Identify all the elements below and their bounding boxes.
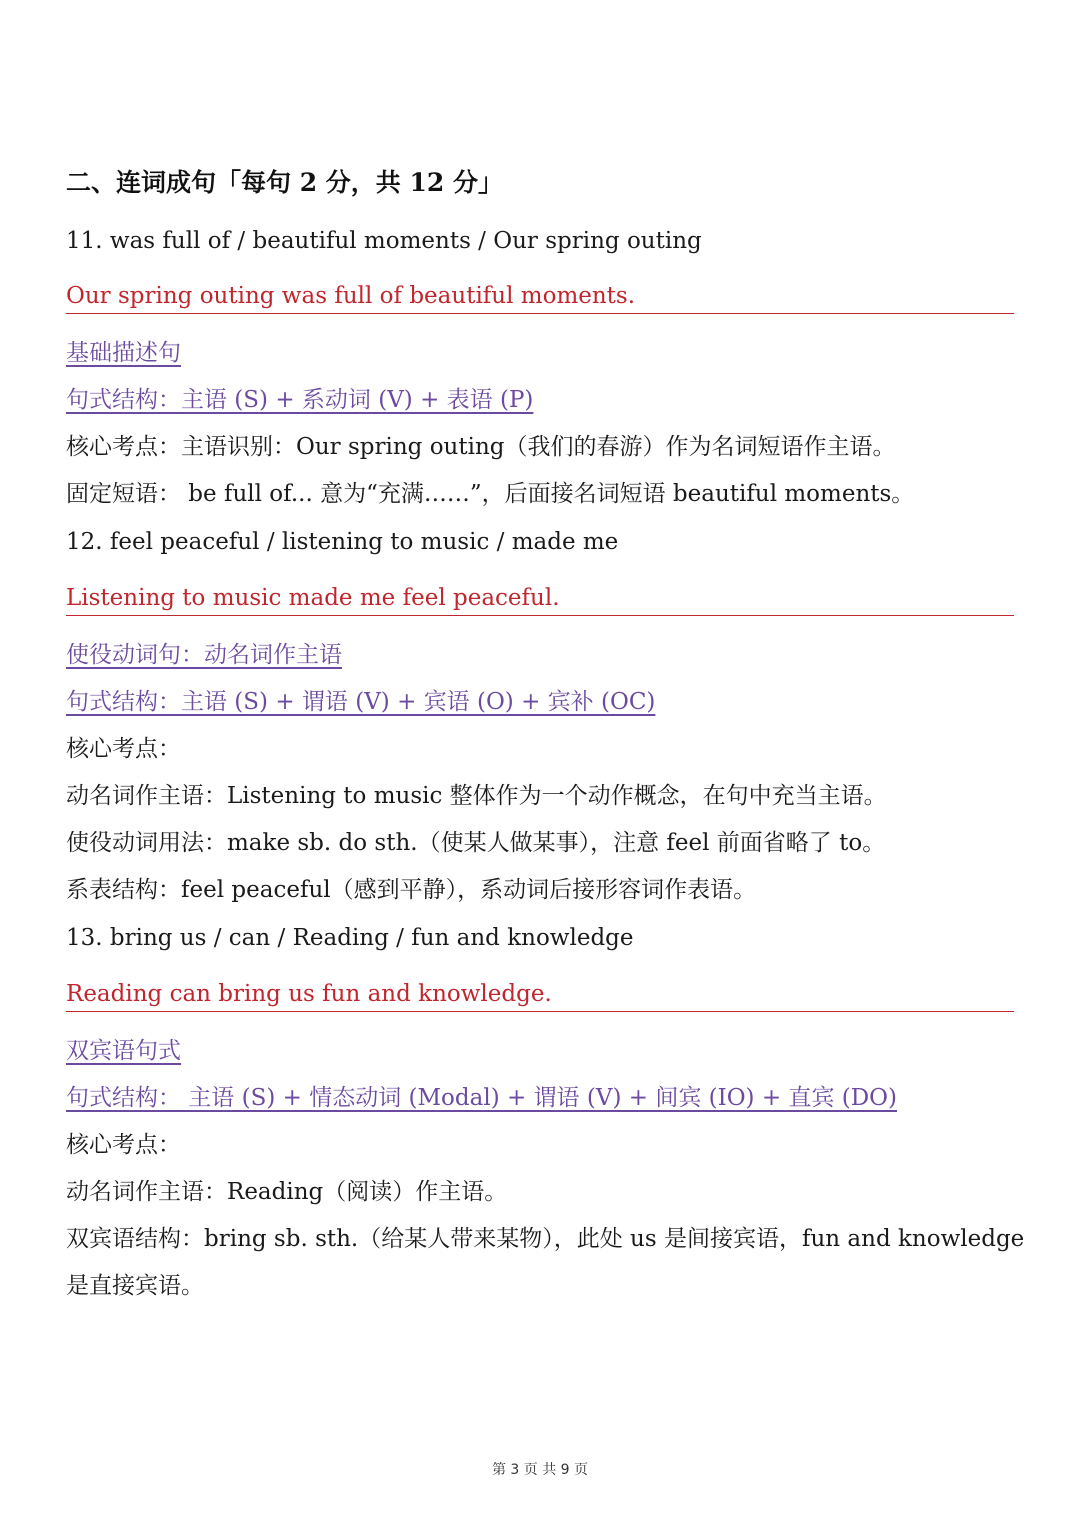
question-12-type: 使役动词句：动名词作主语	[66, 642, 342, 668]
question-12-prompt: 12. feel peaceful / listening to music / made me	[66, 529, 619, 555]
section-title: 二、连词成句「每句 2 分，共 12 分」	[66, 168, 504, 197]
page-number: 第 3 页 共 9 页	[491, 1462, 589, 1478]
question-12-answer: Listening to music made me feel peaceful.	[66, 583, 1014, 616]
question-11-note: 核心考点：主语识别：Our spring outing（我们的春游）作为名词短语作主语。	[66, 434, 896, 460]
question-12-note: 系表结构：feel peaceful（感到平静），系动词后接形容词作表语。	[66, 877, 757, 903]
question-13-structure: 句式结构： 主语 (S) + 情态动词 (Modal) + 谓语 (V) + 间宾 (IO) + 直宾 (DO)	[66, 1085, 897, 1111]
question-13-note: 核心考点：	[66, 1132, 181, 1158]
question-12-structure: 句式结构：主语 (S) + 谓语 (V) + 宾语 (O) + 宾补 (OC)	[66, 689, 656, 715]
question-12-note: 动名词作主语：Listening to music 整体作为一个动作概念，在句中充当主语。	[66, 783, 887, 809]
question-11-answer: Our spring outing was full of beautiful moments.	[66, 281, 1014, 314]
question-13-note: 动名词作主语：Reading（阅读）作主语。	[66, 1179, 508, 1205]
question-13-answer: Reading can bring us fun and knowledge.	[66, 979, 1014, 1012]
question-11-prompt: 11. was full of / beautiful moments / Our spring outing	[66, 228, 702, 254]
question-13-prompt: 13. bring us / can / Reading / fun and knowledge	[66, 925, 634, 951]
question-11-note: 固定短语： be full of... 意为“充满……”，后面接名词短语 beautiful moments。	[66, 481, 915, 507]
question-11-type: 基础描述句	[66, 340, 181, 366]
question-13-type: 双宾语句式	[66, 1038, 181, 1064]
question-12-note: 核心考点：	[66, 736, 181, 762]
question-12-note: 使役动词用法：make sb. do sth.（使某人做某事），注意 feel 前面省略了 to。	[66, 830, 886, 856]
question-13-note: 双宾语结构：bring sb. sth.（给某人带来某物），此处 us 是间接宾语，fun and knowledge	[66, 1226, 1025, 1252]
question-11-structure: 句式结构：主语 (S) + 系动词 (V) + 表语 (P)	[66, 387, 534, 413]
question-13-note: 是直接宾语。	[66, 1273, 204, 1299]
